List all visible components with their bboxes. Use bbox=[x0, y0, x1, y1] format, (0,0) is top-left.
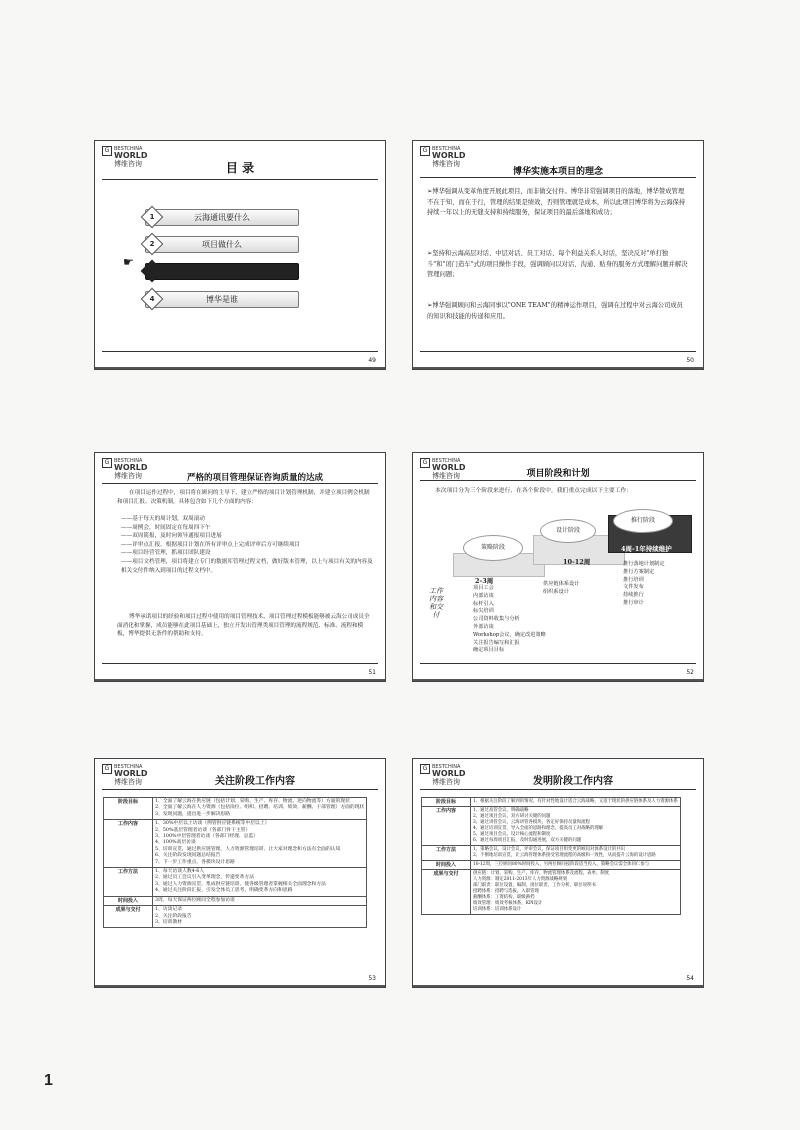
table-row: 时间投入 10-12周，三位顾问80%时间投入，另两位顾问按阶段适当投入，策略会议需全体同仁参与 bbox=[422, 861, 681, 870]
slide-title: 发明阶段工作内容 bbox=[533, 776, 613, 787]
pointing-hand-icon: ☛ bbox=[123, 255, 134, 269]
list-item: 项目工会 bbox=[473, 585, 494, 591]
list-item: 文件发布 bbox=[623, 584, 644, 591]
paragraph-2: ➢坚持和云海高层对话、中层对话、员工对话、每个利益关系人对话，坚决反对"单打独斗"和"闭门造车"式的项目操作手段，强调顾问以对话、沟通、贴身的服务方式理解问题并解决管理问题； bbox=[427, 250, 688, 278]
period-3: 4周-1年持续维护 bbox=[621, 545, 672, 553]
list-item: 确定项目目标 bbox=[473, 647, 505, 654]
table-row: 工作方法 1、每天访谈人数4-6人 2、通过员工会议引入变革理念，传递变革方法 3、通过人力资源宣贯，集成供应链培训，使各级管理者掌握相关全面理念和方法 4、通过关注阶段汇报，引发全体员工思考，明确变革方向和思路 bbox=[104, 868, 367, 897]
period-2: 10-12周 bbox=[563, 558, 591, 566]
list-item: 供应链体系设计 bbox=[543, 581, 580, 587]
slide-title: 目 录 bbox=[225, 161, 255, 175]
logo: G BESTCHINA WORLD 博维咨询 bbox=[102, 146, 148, 168]
bullet-list bbox=[121, 515, 373, 575]
list-item: ——项目经营管理，抓项目团队建设 bbox=[121, 550, 211, 557]
list-item: 推行方案制定 bbox=[623, 568, 655, 575]
page-number: 50 bbox=[686, 357, 694, 364]
list-item: 标尖培训 bbox=[473, 608, 494, 615]
list-item: 持续推行 bbox=[623, 592, 644, 599]
list-item: 关注报告编写和汇报 bbox=[473, 639, 520, 646]
list-item: 外部访谈 bbox=[473, 623, 494, 630]
slide-title: 严格的项目管理保证咨询质量的达成 bbox=[186, 473, 323, 483]
list-item: 推行落地计划制定 bbox=[623, 561, 665, 567]
slide-title: 项目阶段和计划 bbox=[526, 469, 590, 479]
list-item: 推行审计 bbox=[623, 599, 644, 606]
logo: G BESTCHINA WORLD 博维咨询 bbox=[420, 458, 466, 480]
agenda-item-2: 2 项目做什么 bbox=[145, 236, 299, 253]
table-row: 成果与交付 1、访谈记录 2、关注阶段报告 3、培训教材 bbox=[104, 906, 367, 928]
intro-text: 在项目运作过程中，项目将在顾问的主导下，建立严格的项目计划管理机制，并建立项目例会机制和项目汇报、决策机制，具体包含如下几个方面的内容： bbox=[117, 490, 370, 505]
list-item: Workshop会议，确定改进策略 bbox=[473, 631, 546, 638]
side-label: 工作内容和交付 bbox=[429, 587, 443, 619]
page-number: 52 bbox=[686, 669, 694, 676]
slide-title: 博华实施本项目的理念 bbox=[512, 167, 603, 177]
paragraph-1: ➢博华强调从变革角度开展此项目，而非做交付件。博华非常强调项目的落地，博华赞成管理不在于知，而在于行，管理的结果是绩效，否则管理就是成本，所以此项目博华将为云海保持持续一年以上的无缝支持和持续服务，保证项目的最后落地和成功； bbox=[427, 188, 686, 216]
intro-text: 本次项目分为三个阶段来进行，在各个阶段中，我们重点完成以下主要工作： bbox=[435, 488, 633, 494]
list-item: 标杆引入 bbox=[473, 600, 494, 607]
table-row: 阶段目标 1、全面了解云海在供应链（包括计划、采购、生产、库存、物流、逆向物流等）方面的现状 2、全面了解云海在人力资源（包括岗位、组织、招聘、培训、绩效、薪酬、干部管理）方面的现状 3、发现问题，提出进一步解决思路 bbox=[104, 798, 367, 820]
slide-52 bbox=[412, 452, 704, 682]
period-1: 2-3周 bbox=[475, 577, 494, 585]
list-item: ——双周简报，及时向领导通报项目进展 bbox=[121, 533, 222, 540]
slide-54 bbox=[412, 758, 704, 988]
slide-53 bbox=[94, 758, 386, 988]
table-row: 时间投入 3周，每天保证两位顾问全程参加访谈 bbox=[104, 896, 367, 905]
list-item: ——评审点汇报，根据项目计划在所有评审点上完成评审后方可继续项目 bbox=[121, 541, 301, 548]
phase-oval-1: 策略阶段 bbox=[463, 535, 523, 561]
list-item: 内部访谈 bbox=[473, 592, 494, 599]
logo-mark: G bbox=[102, 146, 112, 156]
table-row: 成果与交付 供应链：计划、采购、生产、库存、物流管理体系及流程、表单、制度 人力资源：制定2011-2013年人力资源战略规划 部门职责：职位设置，编制，岗位职责，工作分析，职位说明书 招聘体系：招聘与选拔，入职管理 薪酬体系：工资结构，职级薪档 绩效管理：绩效考核体系，KPI设计 培训体系：培训体系设计 bbox=[422, 870, 681, 915]
page-number: 54 bbox=[686, 975, 694, 982]
table-row: 工作方法 1、策略会议，设计会议，评审会议，保证项目组变更的顾问对体系设计的共识 2、不断地培训宣贯，让云海管理体系接受管理流程的高级和一致性，从而提升云海的设计思路 bbox=[422, 846, 681, 861]
work-content-table bbox=[103, 797, 367, 928]
agenda-item-3: 3 bbox=[145, 263, 299, 280]
list-item: 公司资料收集与分析 bbox=[473, 616, 520, 623]
phase-1-tasks bbox=[473, 585, 553, 655]
logo: G BESTCHINA WORLD 博维咨询 bbox=[102, 764, 148, 786]
logo: G BESTCHINA WORLD 博维咨询 bbox=[420, 146, 466, 168]
list-item: ——周例会，时间固定在每周四下午 bbox=[121, 524, 211, 531]
agenda-item-1: 1 云海通讯要什么 bbox=[145, 209, 299, 226]
paragraph-3: ➢博华强调顾问和云海同事以"ONE TEAM"的精神运作项目，强调在过程中对云海公司成员的知识和技能的传递和应用。 bbox=[427, 302, 683, 320]
phase-2-tasks bbox=[543, 581, 623, 597]
page-number: 51 bbox=[368, 669, 376, 676]
sheet-page-number: 1 bbox=[44, 1072, 53, 1089]
slide-51 bbox=[94, 452, 386, 682]
list-item: 推行培训 bbox=[623, 576, 644, 583]
phase-oval-2: 设计阶段 bbox=[540, 519, 596, 543]
phase-oval-3: 推行阶段 bbox=[613, 509, 673, 533]
table-row: 阶段目标 1、根据关注阶段了解到的情况，有针对性地设计适合云海战略、又适于现状的供应链体系及人力资源体系 bbox=[422, 798, 681, 807]
logo: G BESTCHINA WORLD 博维咨询 bbox=[420, 764, 466, 786]
page-number: 53 bbox=[368, 975, 376, 982]
work-content-table bbox=[421, 797, 681, 915]
list-item: 组织系设计 bbox=[543, 588, 569, 595]
logo: G BESTCHINA WORLD 博维咨询 bbox=[102, 458, 148, 480]
slide-49 bbox=[94, 140, 386, 370]
table-row: 工作内容 1、通过高管会议，明确战略 2、通过项目会议，双方研讨关键的问题 3、通过讲管会议，云海讲管各模块，各定好保持员量和流程 4、通过培训宣贯，导入全面的思路和理念，提高员工对战略的理解 5、通过项目会议，设计核心流程和制度 6、通过每周项目汇报，及时沟通进展，双方关键的问题 bbox=[422, 807, 681, 846]
slide-50 bbox=[412, 140, 704, 370]
agenda-item-4: 4 博华是谁 bbox=[145, 291, 299, 308]
closing-text: 博华承诺项目的经验和项目过程中使用的项目管理技术、项目管理过程模板能够被云海公司成员全面消化和掌握，成员能够在此项目基础上，独立开发出管理类项目管理的流程规范、标准、流程和模板，博华提供无条件的帮助和支持。 bbox=[117, 614, 370, 638]
table-row: 工作内容 1、30%中层以上访谈（例管供应链系统等中层以上） 2、50%基层管理者访谈（各部门骨干主管） 3、100%中层管理者访谈（各部门经理、总监） 4、100%高层访谈 5、培训宣贯，通过供应链管理、人力资源管理培训、让大家对理念和方法有全面的认知 6、关注阶段发现问题总结报告 7、下一步工作重点，各模块设计思路 bbox=[104, 820, 367, 868]
page-number: 49 bbox=[368, 357, 376, 364]
list-item: ——项目文档管理，项目将建立专门的数据库管理过程文档，做好版本管理，以上与项目有关的内容及相关交付件纳入到项目的过程文档中。 bbox=[121, 558, 373, 574]
list-item: ——基于每天的周计划，双周滚动 bbox=[121, 516, 205, 522]
slide-title: 关注阶段工作内容 bbox=[215, 776, 295, 787]
phase-3-tasks bbox=[623, 561, 699, 608]
